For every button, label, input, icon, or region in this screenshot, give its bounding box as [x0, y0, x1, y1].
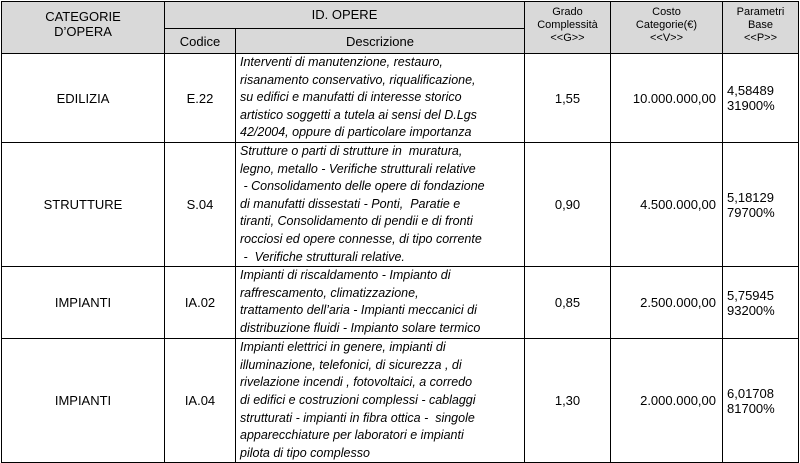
grado-cell: 1,55 [525, 54, 611, 143]
codice-cell: S.04 [165, 143, 236, 267]
table-row [2, 54, 799, 143]
header-costo: Costo Categorie(€) <<V>> [611, 2, 723, 54]
parametri-cell: 6,01708 81700% [723, 339, 799, 463]
header-grado: Grado Complessità <<G>> [525, 2, 611, 54]
categoria-cell: EDILIZIA [2, 54, 165, 143]
header-id-opere: ID. OPERE [165, 2, 525, 29]
categoria-cell: IMPIANTI [2, 267, 165, 339]
table-row [2, 143, 799, 267]
header-row-top [2, 2, 799, 29]
header-descrizione: Descrizione [236, 29, 525, 54]
costo-cell: 4.500.000,00 [611, 143, 723, 267]
costo-cell: 10.000.000,00 [611, 54, 723, 143]
grado-cell: 0,85 [525, 267, 611, 339]
categoria-cell: IMPIANTI [2, 339, 165, 463]
opere-table [1, 1, 799, 463]
parametri-cell: 5,18129 79700% [723, 143, 799, 267]
descrizione-cell: Impianti elettrici in genere, impianti di illuminazione, telefonici, di sicurezza , di rivelazione incendi , fotovoltaici, a corredo di edifici e costruzioni complessi - cablaggi strutturati - impianti in fibra ottica - singole apparecchiature per laboratori e impianti pilota di tipo complesso [236, 339, 525, 463]
codice-cell: IA.02 [165, 267, 236, 339]
descrizione-cell: Strutture o parti di strutture in muratura, legno, metallo - Verifiche strutturali relative - Consolidamento delle opere di fondazione di manufatti dissestati - Ponti, Paratie e tiranti, Consolidamento di pendii e di fronti rocciosi ed opere connesse, di tipo corrente - Verifiche strutturali relative. [236, 143, 525, 267]
parametri-cell: 4,58489 31900% [723, 54, 799, 143]
table-row [2, 267, 799, 339]
parametri-cell: 5,75945 93200% [723, 267, 799, 339]
header-categorie: CATEGORIE D’OPERA [2, 2, 165, 54]
costo-cell: 2.000.000,00 [611, 339, 723, 463]
codice-cell: IA.04 [165, 339, 236, 463]
header-codice: Codice [165, 29, 236, 54]
descrizione-cell: Interventi di manutenzione, restauro, risanamento conservativo, riqualificazione, su edifici e manufatti di interesse storico artistico soggetti a tutela ai sensi del D.Lgs 42/2004, oppure di particolare importanza [236, 54, 525, 143]
table-row [2, 339, 799, 463]
categoria-cell: STRUTTURE [2, 143, 165, 267]
descrizione-cell: Impianti di riscaldamento - Impianto di raffrescamento, climatizzazione, trattamento dell’aria - Impianti meccanici di distribuzione fluidi - Impianto solare termico [236, 267, 525, 339]
codice-cell: E.22 [165, 54, 236, 143]
costo-cell: 2.500.000,00 [611, 267, 723, 339]
grado-cell: 0,90 [525, 143, 611, 267]
grado-cell: 1,30 [525, 339, 611, 463]
header-parametri: Parametri Base <<P>> [723, 2, 799, 54]
